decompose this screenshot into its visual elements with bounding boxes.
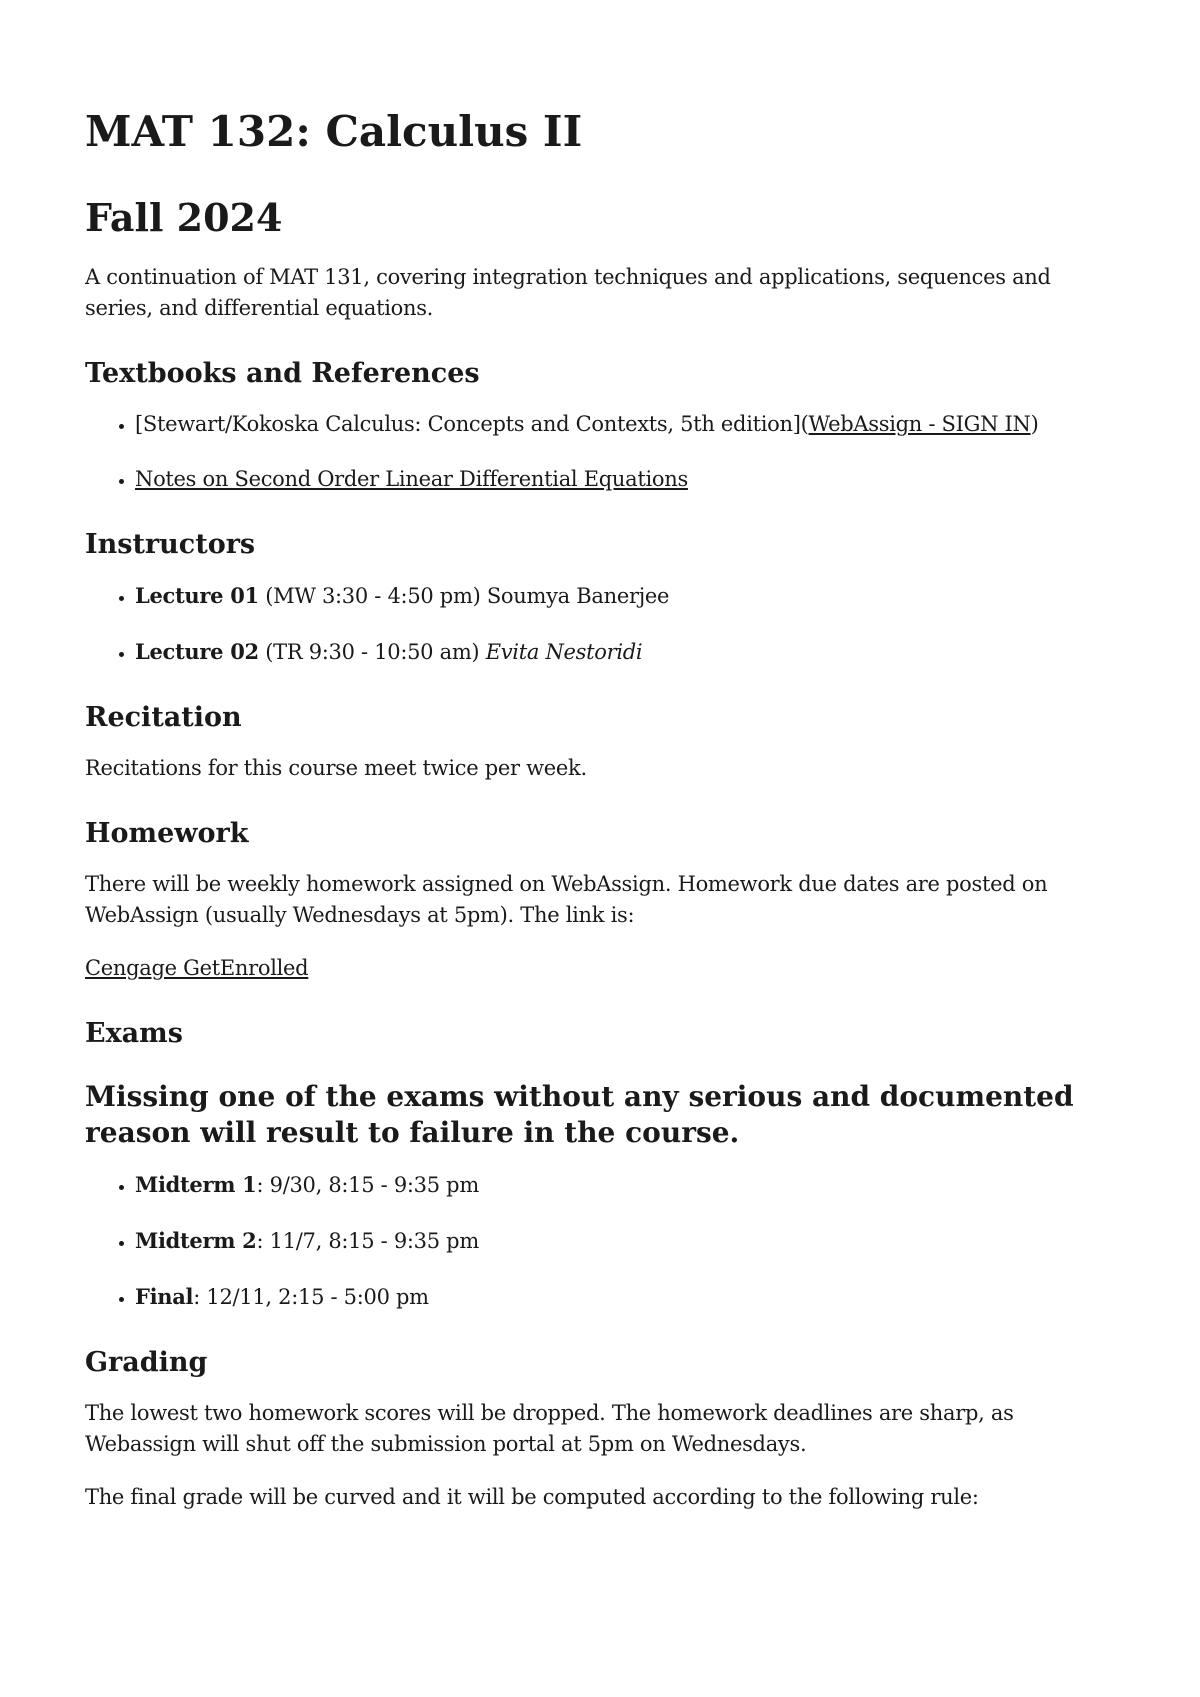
webassign-signin-link[interactable]: WebAssign - SIGN IN xyxy=(808,412,1031,437)
notes-item xyxy=(135,464,1100,495)
lecture-label: Lecture 02 xyxy=(135,639,259,665)
exam-label: Midterm 2 xyxy=(135,1228,257,1254)
recitation-text: Recitations for this course meet twice per week. xyxy=(85,756,587,781)
exam-item xyxy=(135,1169,1100,1201)
exams-list xyxy=(85,1169,1100,1313)
grading-heading: Grading xyxy=(85,1347,208,1379)
course-description: A continuation of MAT 131, covering integration techniques and applications, sequences and series, and differential equations. xyxy=(85,264,1051,320)
exam-detail: : 12/11, 2:15 - 5:00 pm xyxy=(193,1285,429,1310)
lecture-time: (TR 9:30 - 10:50 am) xyxy=(258,640,486,665)
lecture-item xyxy=(135,580,1100,612)
lecture-time: (MW 3:30 - 4:50 pm) xyxy=(258,584,487,609)
exam-item xyxy=(135,1281,1100,1313)
textbook-title: [Stewart/Kokoska Calculus: Concepts and Contexts, 5th edition]( xyxy=(135,412,809,437)
exams-warning: Missing one of the exams without any serious and documented reason will result to failure in the course. xyxy=(85,1080,1074,1150)
term-heading: Fall 2024 xyxy=(85,195,283,241)
recitation-heading: Recitation xyxy=(85,702,242,734)
instructors-heading: Instructors xyxy=(85,529,256,561)
notes-link[interactable]: Notes on Second Order Linear Differential Equations xyxy=(135,467,688,492)
exam-detail: : 9/30, 8:15 - 9:35 pm xyxy=(256,1173,479,1198)
textbooks-list xyxy=(85,409,1100,495)
instructor-name: Soumya Banerjee xyxy=(486,584,670,609)
grading-text: The lowest two homework scores will be dropped. The homework deadlines are sharp, as Webassign will shut off the submission portal at 5pm on Wednesdays. xyxy=(85,1401,1014,1457)
homework-text: There will be weekly homework assigned on WebAssign. Homework due dates are posted on WebAssign (usually Wednesdays at 5pm). The link is: xyxy=(85,872,1048,928)
exam-label: Midterm 1 xyxy=(135,1172,257,1198)
homework-heading: Homework xyxy=(85,818,249,850)
grading-rule-text: The final grade will be curved and it will be computed according to the following rule: xyxy=(85,1485,979,1510)
homework-link-paragraph xyxy=(85,953,1100,984)
exam-label: Final xyxy=(135,1284,194,1310)
exams-heading: Exams xyxy=(85,1018,183,1050)
textbook-item xyxy=(135,409,1100,440)
lecture-item xyxy=(135,636,1100,668)
exam-detail: : 11/7, 8:15 - 9:35 pm xyxy=(256,1229,479,1254)
lecture-label: Lecture 01 xyxy=(135,583,259,609)
exam-item xyxy=(135,1225,1100,1257)
textbook-suffix: ) xyxy=(1030,412,1039,437)
course-title: MAT 132: Calculus II xyxy=(85,107,583,156)
textbooks-heading: Textbooks and References xyxy=(85,357,480,389)
instructors-list xyxy=(85,580,1100,668)
cengage-link[interactable]: Cengage GetEnrolled xyxy=(85,956,309,981)
instructor-name: Evita Nestoridi xyxy=(485,640,643,665)
